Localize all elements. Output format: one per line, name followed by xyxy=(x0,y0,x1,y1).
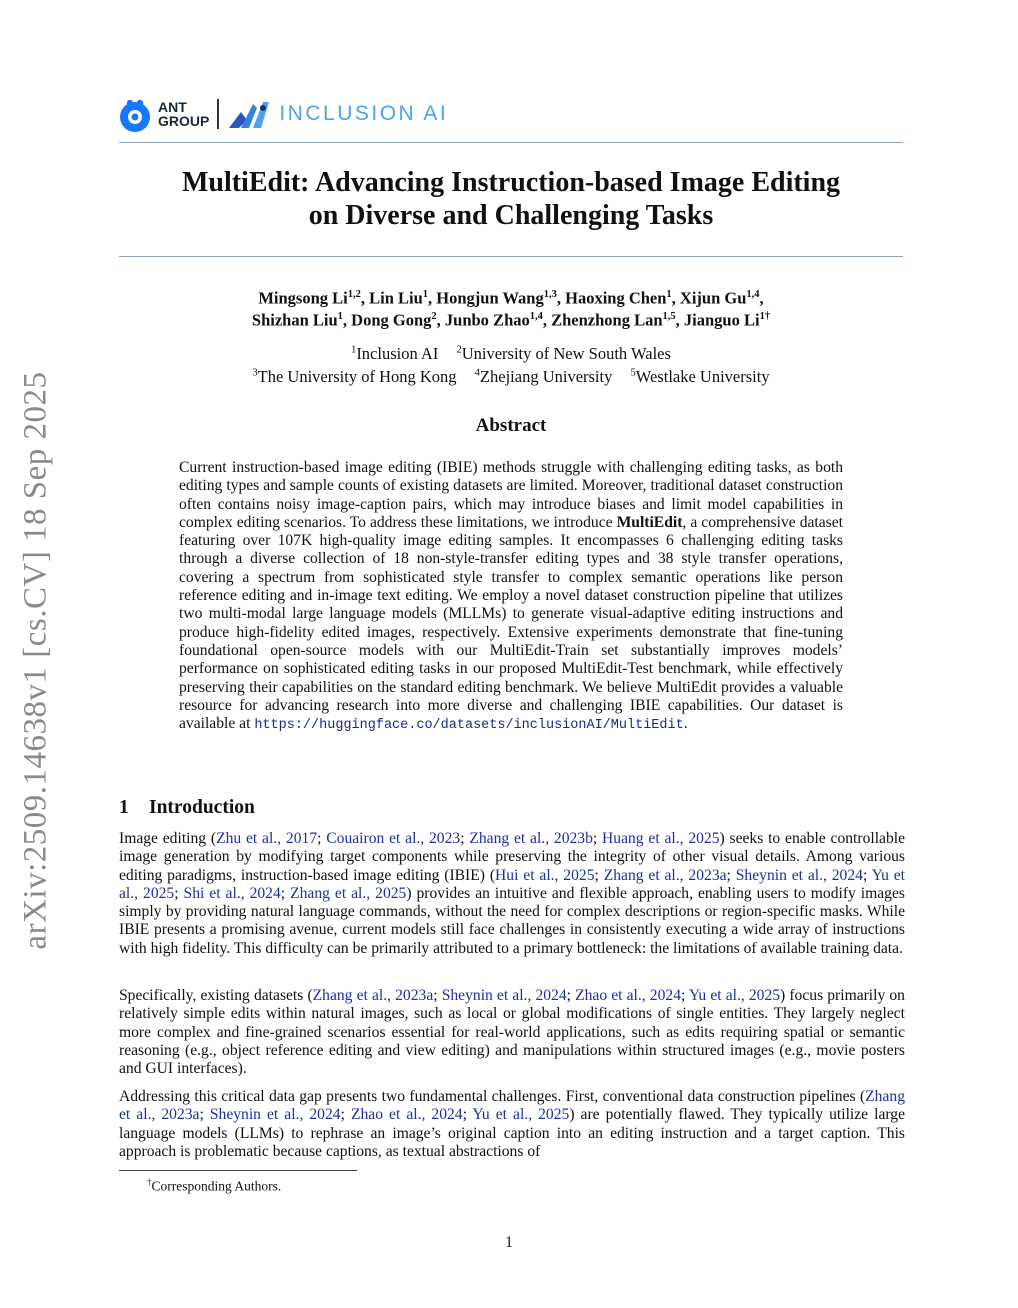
section-heading xyxy=(119,797,903,819)
citation-link[interactable]: Zhang et al., 2023b xyxy=(469,830,593,847)
citation-link[interactable]: Sheynin et al., 2024 xyxy=(735,866,863,884)
top-rule xyxy=(119,142,903,143)
affiliation-4: $^4$Zhejiang University xyxy=(474,367,613,386)
citation-link[interactable]: Zhao et al., 2024 xyxy=(350,1106,463,1124)
citation-link[interactable]: Huang et al., 2025 xyxy=(602,830,720,847)
author-name: Dong Gong xyxy=(351,310,432,329)
citation-link[interactable]: Zhu et al., 2017 xyxy=(216,830,318,847)
footnote xyxy=(147,1177,281,1195)
author-name: Zhenzhong Lan xyxy=(551,310,663,329)
affiliation-3: $^3$The University of Hong Kong xyxy=(252,367,457,386)
header-logos xyxy=(118,93,448,135)
abstract-body: Current instruction-based image editing (IBIE) methods struggle with challenging editing tasks, as both editing types and sample counts of existing datasets are limited. Moreover, traditional dataset construction often contains noisy image-caption pairs, which may introduce biases and limit model capabilities in complex editing scenarios. To address these limitations, we introduce MultiEdit, a comprehensive dataset featuring over 107K high-quality image editing samples. It encompasses 6 challenging editing tasks through a diverse collection of 18 non-style-transfer editing types and 38 style transfer operations, covering a spectrum from sophisticated style transfer to complex semantic operations like person reference editing and in-image text editing. We employ a novel dataset construction pipeline that utilizes two multi-modal large language models (MLLMs) to generate visual-adaptive editing instructions and produce high-fidelity edited images, respectively. Extensive experiments demonstrate that fine-tuning foundational open-source models with our MultiEdit-Train set substantially improves models’ performance on sophisticated editing tasks in our proposed MultiEdit-Test benchmark, while effectively preserving their capabilities on the standard editing benchmark. We believe MultiEdit provides a valuable resource for advancing research into more diverse and challenging IBIE capabilities. Our dataset is available at https://huggingface.co/datasets/inclusionAI/MultiEdit. xyxy=(179,459,843,734)
author-name: Jianguo Li xyxy=(683,310,760,329)
title-line2: on Diverse and Challenging Tasks xyxy=(308,200,714,231)
author-affiliation-mark: 1 xyxy=(666,289,672,300)
author-name: Xijun Gu xyxy=(679,288,747,308)
author-affiliation-mark: 1,5 xyxy=(662,310,676,322)
author-affiliation-mark: 1 xyxy=(337,310,343,322)
dataset-link[interactable]: https://huggingface.co/datasets/inclusionAI/MultiEdit xyxy=(254,718,684,734)
citation-link[interactable]: Hui et al., 2025 xyxy=(495,866,595,884)
citation-link[interactable]: Couairon et al., 2023 xyxy=(326,830,461,847)
author-affiliation-mark: 2 xyxy=(431,310,437,322)
author-affiliation-mark: 1,4 xyxy=(746,289,760,300)
affiliation-5: $^5$Westlake University xyxy=(630,367,770,386)
citation-link[interactable]: Yu et al., 2025 xyxy=(472,1106,570,1124)
affiliation-1: $^1$Inclusion AI xyxy=(351,343,439,363)
ant-group-wordmark xyxy=(158,100,209,128)
ant-line2: GROUP xyxy=(158,113,210,129)
citation-link[interactable]: Yu et al., 2025 xyxy=(119,866,906,902)
citation-link[interactable]: Zhang et al., 2023a xyxy=(312,987,434,1004)
intro-paragraph-1: Image editing (Zhu et al., 2017; Couairon et al., 2023; Zhang et al., 2023b; Huang et al., 2025) seeks to enable controllable image generation by modifying target components while preserving the integrity of other visual details. Among various editing paradigms, instruction-based image editing (IBIE) (Hui et al., 2025; Zhang et al., 2023a; Sheynin et al., 2024; Yu et al., 2025; Shi et al., 2024; Zhang et al., 2025) provides an intuitive and flexible approach, enabling users to modify images simply by providing natural language commands, without the need for complex descriptions or region-specific masks. While IBIE presents a promising avenue, current models still face challenges in consistently executing a wide array of instructions with high fidelity. This difficulty can be primarily attributed to a primary bottleneck: the limitations of available training data. xyxy=(119,830,906,957)
citation-link[interactable]: Shi et al., 2024 xyxy=(183,884,281,902)
author-name: Hongjun Wang xyxy=(436,288,544,308)
author-affiliation-mark: 1,2 xyxy=(347,289,361,300)
author-affiliation-mark: 1† xyxy=(759,310,771,322)
author-name: Shizhan Liu xyxy=(251,310,338,329)
title-rule xyxy=(119,256,903,257)
abstract-heading: Abstract xyxy=(475,415,547,436)
section-title: Introduction xyxy=(149,797,255,818)
author-name: Junbo Zhao xyxy=(444,310,530,329)
intro-paragraph-2: Specifically, existing datasets (Zhang et al., 2023a; Sheynin et al., 2024; Zhao et al., 2024; Yu et al., 2025) focus primarily on relatively simple edits within natural images, such as local or global modifications of single entities. They largely neglect more complex and fine-grained scenarios essential for real-world applications, such as edits requiring spatial or semantic reasoning (e.g., object reference editing and view editing) and manipulations within structured images (e.g., movie posters and GUI interfaces). xyxy=(119,987,905,1078)
page-number: 1 xyxy=(505,1234,513,1251)
citation-link[interactable]: Sheynin et al., 2024 xyxy=(441,987,567,1004)
footnote-text: Corresponding Authors. xyxy=(151,1178,282,1194)
footnote-rule xyxy=(119,1170,357,1171)
footnote-mark: † xyxy=(147,1177,152,1187)
inclusion-ai-wordmark: INCLUSION AI xyxy=(279,102,449,125)
inclusion-ai-logo-icon xyxy=(227,98,271,130)
author-affiliation-mark: 1 xyxy=(422,289,429,300)
arxiv-stamp: arXiv:2509.14638v1 [cs.CV] 18 Sep 2025 xyxy=(17,370,54,950)
ant-group-logo-icon xyxy=(118,95,152,133)
citation-link[interactable]: Zhang et al., 2023a xyxy=(603,866,727,884)
author-list: Mingsong Li$^{1,2}$, Lin Liu$^1$, Hongjun Wang$^{1,3}$, Haoxing Chen$^1$, Xijun Gu$^{1,4}$, Shizhan Liu$^1$, Dong Gong$^2$, Junbo Zhao$^{1,4}$, Zhenzhong Lan$^{1,5}$, Jianguo $Li^{1\dagger}$ xyxy=(251,288,771,329)
logo-divider xyxy=(217,99,219,129)
affiliations xyxy=(119,340,903,387)
citation-link[interactable]: Zhang et al., 2023a xyxy=(119,1088,905,1124)
author-name: Mingsong Li xyxy=(258,288,348,308)
title-line1: MultiEdit: Advancing Instruction-based Image Editing xyxy=(181,167,841,198)
intro-paragraph-3: Addressing this critical data gap presents two fundamental challenges. First, conventional data construction pipelines (Zhang et al., 2023a; Sheynin et al., 2024; Zhao et al., 2024; Yu et al., 2025) are potentially flawed. They typically utilize large language models (LLMs) to rephrase an image’s original caption into an editing instruction and a target caption. This approach is problematic because captions, as textual abstractions of xyxy=(119,1088,905,1160)
author-affiliation-mark: 1,4 xyxy=(529,310,543,322)
author-name: Haoxing Chen xyxy=(565,288,667,308)
author-name: Lin Liu xyxy=(369,288,423,308)
citation-link[interactable]: Zhang et al., 2025 xyxy=(290,884,407,902)
ant-line1: ANT xyxy=(158,99,187,115)
citation-link[interactable]: Sheynin et al., 2024 xyxy=(209,1106,341,1124)
author-affiliation-mark: 1,3 xyxy=(543,289,557,300)
paper-title xyxy=(119,166,903,232)
affiliation-2: $^2$University of New South Wales xyxy=(456,343,671,363)
citation-link[interactable]: Zhao et al., 2024 xyxy=(575,987,681,1004)
arxiv-sidebar xyxy=(6,370,66,950)
section-number: 1 xyxy=(119,797,129,818)
citation-link[interactable]: Yu et al., 2025 xyxy=(688,987,781,1004)
dataset-name: MultiEdit xyxy=(616,513,683,531)
